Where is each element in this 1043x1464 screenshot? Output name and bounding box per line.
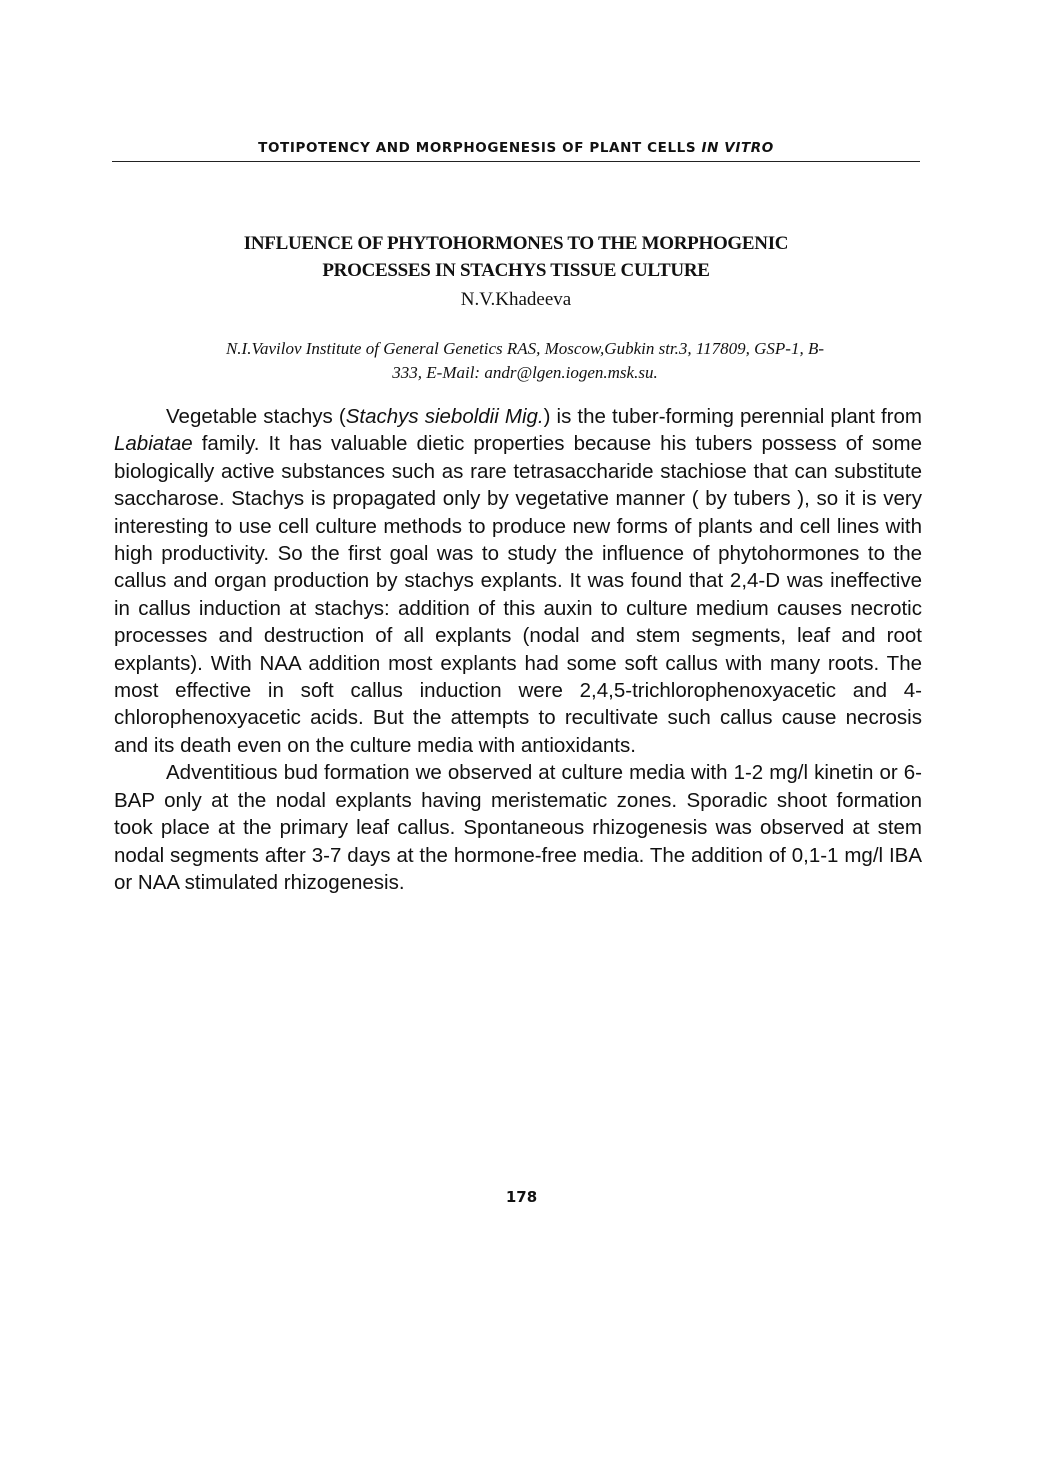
title-line-2: PROCESSES IN STACHYS TISSUE CULTURE xyxy=(322,260,710,281)
family-name: Labiatae xyxy=(114,432,193,456)
page-number: 178 xyxy=(505,1188,538,1206)
running-head xyxy=(112,140,920,156)
title-line-1: INFLUENCE OF PHYTOHORMONES TO THE MORPHOGENIC xyxy=(243,233,789,254)
paragraph-1 xyxy=(114,403,922,759)
p1-text-a: Vegetable stachys ( xyxy=(166,405,346,428)
species-name: Stachys sieboldii Mig. xyxy=(345,405,544,428)
article-body xyxy=(114,403,922,896)
paragraph-2: Adventitious bud formation we observed at culture media with 1-2 mg/l kinetin or 6-BAP only at the nodal explants having meristematic zones. Sporadic shoot formation took place at the primary leaf callus. Spontaneous rhizogenesis was observed at stem nodal segments after 3-7 days at the hormone-free media. The addition of 0,1-1 mg/l IBA or NAA stimulated rhizogenesis. xyxy=(114,761,922,894)
p1-text-e: family. It has valuable dietic properties because his tubers possess of some biologically active substances such as rare tetrasaccharide stachiose that can substitute saccharose. Stachys is propagated only by vegetative manner ( by tubers ), so it is very interesting to use cell culture methods to produce new forms of plants and cell lines with high productivity. So the first goal was to study the influence of phytohormones to the callus and organ production by stachys explants. It was found that 2,4-D was ineffective in callus induction at stachys: addition of this auxin to culture medium causes necrotic processes and destruction of all explants (nodal and stem segments, leaf and root explants). With NAA addition most explants had some soft callus with many roots. The most effective in soft callus induction were 2,4,5-trichlorophenoxyacetic and 4-chlorophenoxyacetic acids. But the attempts to recultivate such callus cause necrosis and its death even on the culture media with antioxidants. xyxy=(114,432,922,757)
header-rule xyxy=(112,161,920,162)
affiliation xyxy=(130,337,920,385)
running-head-text: TOTIPOTENCY AND MORPHOGENESIS OF PLANT CELLS xyxy=(258,140,697,156)
article-title xyxy=(112,230,920,284)
author: N.V.Khadeeva xyxy=(460,289,572,310)
affiliation-line-2: 333, E-Mail: andr@lgen.iogen.msk.su. xyxy=(392,363,658,382)
affiliation-line-1: N.I.Vavilov Institute of General Genetics RAS, Moscow,Gubkin str.3, 117809, GSP-1, B- xyxy=(225,339,825,358)
p1-text-c: ) is the tuber-forming perennial plant from xyxy=(543,405,922,428)
running-head-italic: IN VITRO xyxy=(701,140,774,156)
